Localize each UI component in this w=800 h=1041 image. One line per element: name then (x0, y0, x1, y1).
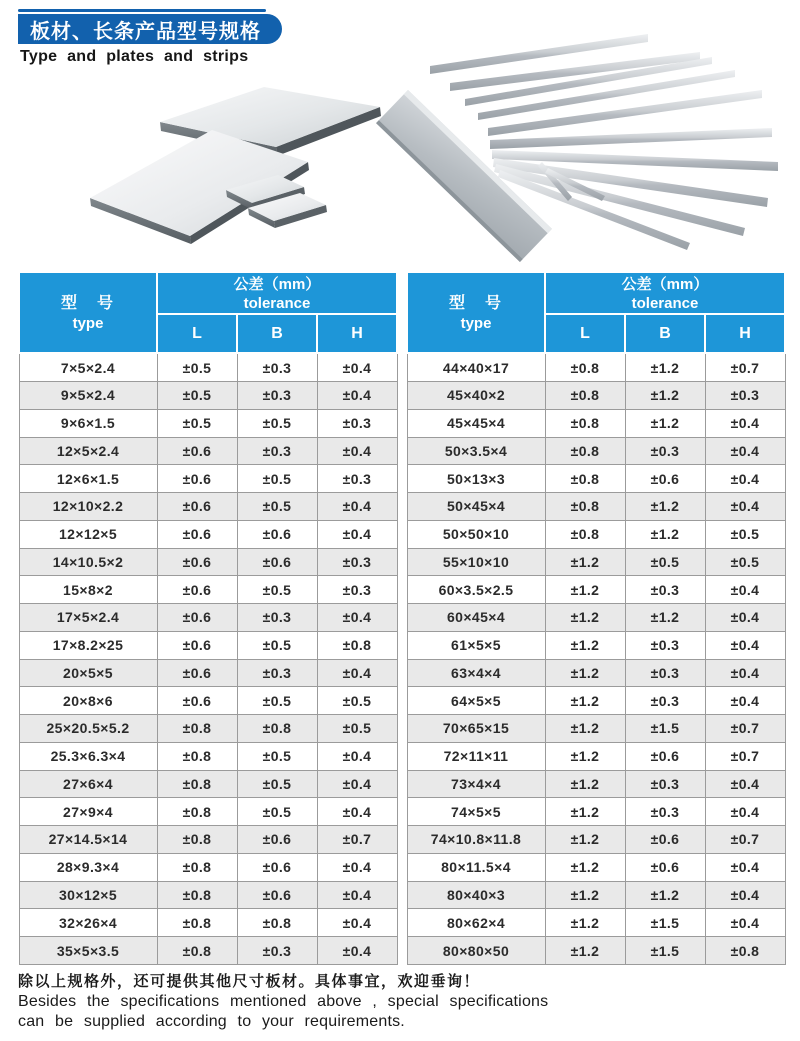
tolerance-cell: ±0.6 (237, 881, 317, 909)
tolerance-cell: ±0.6 (157, 687, 237, 715)
tolerance-cell: ±0.8 (157, 909, 237, 937)
tolerance-cell: ±1.2 (545, 853, 625, 881)
col-header-B: B (625, 314, 705, 353)
table-row (407, 576, 785, 604)
table-row (407, 881, 785, 909)
tolerance-cell: ±0.8 (157, 715, 237, 743)
tolerance-cell: ±1.2 (625, 382, 705, 410)
tolerance-cell: ±0.4 (705, 853, 785, 881)
tolerance-cell: ±0.4 (705, 409, 785, 437)
table-row (407, 798, 785, 826)
type-cell: 12×6×1.5 (19, 465, 157, 493)
tolerance-cell: ±0.3 (317, 576, 397, 604)
tolerance-cell: ±0.8 (157, 937, 237, 965)
tolerance-cell: ±0.6 (237, 853, 317, 881)
table-body (407, 353, 785, 965)
type-cell: 14×10.5×2 (19, 548, 157, 576)
tolerance-cell: ±0.3 (317, 465, 397, 493)
tolerance-cell: ±0.3 (625, 798, 705, 826)
table-row (19, 909, 397, 937)
tolerance-cell: ±0.8 (157, 853, 237, 881)
table-row (19, 604, 397, 632)
tolerance-cell: ±0.5 (237, 742, 317, 770)
type-cell: 80×62×4 (407, 909, 545, 937)
spec-table-right (406, 271, 786, 965)
type-cell: 50×13×3 (407, 465, 545, 493)
table-row (19, 353, 397, 382)
type-cell: 45×45×4 (407, 409, 545, 437)
table-row (407, 937, 785, 965)
tolerance-cell: ±0.4 (317, 881, 397, 909)
tolerance-cell: ±0.4 (705, 465, 785, 493)
table-row (407, 631, 785, 659)
table-row (19, 659, 397, 687)
type-cell: 12×12×5 (19, 520, 157, 548)
tolerance-cell: ±0.5 (237, 409, 317, 437)
table-row (19, 937, 397, 965)
tolerance-cell: ±0.8 (157, 798, 237, 826)
table-row (19, 520, 397, 548)
tolerance-cell: ±0.3 (237, 382, 317, 410)
table-row (19, 409, 397, 437)
type-cell: 74×5×5 (407, 798, 545, 826)
tolerance-cell: ±0.4 (317, 520, 397, 548)
tolerance-cell: ±0.7 (705, 353, 785, 382)
tolerance-cell: ±0.8 (545, 493, 625, 521)
footer-note-en-2: can be supplied according to your requirements. (18, 1013, 405, 1030)
page-subtitle: Type and plates and strips (20, 48, 249, 65)
type-cell: 32×26×4 (19, 909, 157, 937)
tolerance-cell: ±1.2 (625, 409, 705, 437)
type-column-header: 型 号 type (19, 272, 157, 353)
tolerance-cell: ±1.2 (545, 604, 625, 632)
table-row (407, 853, 785, 881)
tolerance-cell: ±1.2 (545, 798, 625, 826)
type-cell: 12×10×2.2 (19, 493, 157, 521)
tolerance-cell: ±1.2 (545, 659, 625, 687)
type-cell: 50×50×10 (407, 520, 545, 548)
tolerance-cell: ±0.3 (317, 548, 397, 576)
tolerance-cell: ±0.4 (705, 798, 785, 826)
tolerance-cell: ±0.8 (157, 742, 237, 770)
tolerance-cell: ±0.4 (705, 659, 785, 687)
tolerance-cell: ±0.3 (237, 353, 317, 382)
type-cell: 70×65×15 (407, 715, 545, 743)
tolerance-cell: ±1.2 (545, 881, 625, 909)
tolerance-cell: ±0.5 (237, 465, 317, 493)
tolerance-cell: ±1.2 (545, 826, 625, 854)
tolerance-cell: ±1.2 (545, 742, 625, 770)
tolerance-cell: ±0.6 (157, 493, 237, 521)
type-cell: 27×9×4 (19, 798, 157, 826)
tolerance-cell: ±0.4 (705, 437, 785, 465)
tolerance-cell: ±1.5 (625, 715, 705, 743)
type-cell: 60×45×4 (407, 604, 545, 632)
table-header (19, 272, 397, 353)
table-row (19, 853, 397, 881)
tolerance-cell: ±0.5 (317, 687, 397, 715)
tolerance-cell: ±0.6 (625, 826, 705, 854)
tolerance-column-header: 公差（mm） tolerance (545, 272, 785, 314)
tolerance-cell: ±0.7 (705, 715, 785, 743)
footer-note (18, 971, 788, 1032)
table-header (407, 272, 785, 353)
tolerance-cell: ±0.8 (545, 465, 625, 493)
tolerance-cell: ±0.3 (625, 770, 705, 798)
table-row (407, 770, 785, 798)
tolerance-cell: ±0.3 (625, 687, 705, 715)
table-row (407, 909, 785, 937)
type-cell: 64×5×5 (407, 687, 545, 715)
table-row (407, 437, 785, 465)
table-row (19, 687, 397, 715)
tolerance-cell: ±1.2 (545, 576, 625, 604)
tolerance-cell: ±1.2 (545, 909, 625, 937)
tolerance-cell: ±0.4 (317, 382, 397, 410)
tolerance-cell: ±0.8 (157, 826, 237, 854)
table-row (19, 437, 397, 465)
tolerance-cell: ±0.8 (545, 409, 625, 437)
tolerance-cell: ±1.5 (625, 909, 705, 937)
table-row (407, 409, 785, 437)
type-column-header: 型 号 type (407, 272, 545, 353)
tolerance-cell: ±0.7 (705, 742, 785, 770)
tolerance-cell: ±0.3 (237, 659, 317, 687)
table-row (407, 659, 785, 687)
tolerance-cell: ±0.4 (705, 687, 785, 715)
tolerance-cell: ±0.5 (157, 353, 237, 382)
table-row (19, 631, 397, 659)
tolerance-cell: ±0.3 (237, 937, 317, 965)
tolerance-cell: ±0.5 (157, 409, 237, 437)
tolerance-cell: ±0.8 (237, 715, 317, 743)
table-row (407, 465, 785, 493)
tolerance-cell: ±0.6 (157, 604, 237, 632)
page-title: 板材、长条产品型号规格 (30, 20, 261, 43)
tolerance-cell: ±0.4 (705, 770, 785, 798)
tolerance-cell: ±0.4 (317, 437, 397, 465)
tolerance-cell: ±0.4 (317, 937, 397, 965)
table-row (19, 881, 397, 909)
type-cell: 63×4×4 (407, 659, 545, 687)
tolerance-cell: ±0.8 (705, 937, 785, 965)
table-row (19, 798, 397, 826)
tolerance-cell: ±0.3 (625, 437, 705, 465)
type-cell: 17×5×2.4 (19, 604, 157, 632)
table-body (19, 353, 397, 965)
tolerance-cell: ±0.4 (317, 742, 397, 770)
type-cell: 73×4×4 (407, 770, 545, 798)
type-cell: 9×6×1.5 (19, 409, 157, 437)
type-cell: 80×11.5×4 (407, 853, 545, 881)
type-cell: 80×40×3 (407, 881, 545, 909)
tolerance-cell: ±0.6 (625, 853, 705, 881)
tolerance-cell: ±0.6 (157, 465, 237, 493)
tolerance-cell: ±0.3 (317, 409, 397, 437)
tolerance-cell: ±0.3 (237, 437, 317, 465)
type-cell: 50×3.5×4 (407, 437, 545, 465)
tolerance-cell: ±0.4 (317, 909, 397, 937)
tolerance-cell: ±0.3 (237, 604, 317, 632)
tolerance-column-header: 公差（mm） tolerance (157, 272, 397, 314)
tolerance-cell: ±0.5 (705, 548, 785, 576)
tolerance-cell: ±0.8 (237, 909, 317, 937)
tolerance-cell: ±0.4 (705, 631, 785, 659)
table-row (19, 576, 397, 604)
tolerance-cell: ±0.5 (705, 520, 785, 548)
tolerance-cell: ±0.5 (237, 798, 317, 826)
type-cell: 72×11×11 (407, 742, 545, 770)
type-cell: 15×8×2 (19, 576, 157, 604)
type-cell: 25×20.5×5.2 (19, 715, 157, 743)
table-row (407, 548, 785, 576)
footer-note-en-1: Besides the specifications mentioned above , special specifications (18, 993, 549, 1010)
tolerance-cell: ±0.6 (157, 631, 237, 659)
tolerance-cell: ±0.8 (317, 631, 397, 659)
type-cell: 7×5×2.4 (19, 353, 157, 382)
type-cell: 61×5×5 (407, 631, 545, 659)
tolerance-cell: ±0.4 (317, 493, 397, 521)
tolerance-cell: ±0.5 (625, 548, 705, 576)
tolerance-cell: ±0.4 (705, 493, 785, 521)
table-row (407, 687, 785, 715)
tolerance-cell: ±0.6 (625, 465, 705, 493)
type-cell: 44×40×17 (407, 353, 545, 382)
tolerance-cell: ±0.5 (237, 631, 317, 659)
tolerance-cell: ±0.3 (625, 576, 705, 604)
table-row (407, 520, 785, 548)
tolerance-cell: ±1.2 (625, 520, 705, 548)
table-row (407, 604, 785, 632)
type-cell: 27×6×4 (19, 770, 157, 798)
tolerance-cell: ±0.6 (157, 437, 237, 465)
tolerance-cell: ±0.8 (157, 770, 237, 798)
table-row (407, 382, 785, 410)
tolerance-cell: ±0.4 (705, 881, 785, 909)
table-row (407, 826, 785, 854)
tolerance-cell: ±0.6 (237, 548, 317, 576)
tolerance-cell: ±0.8 (545, 437, 625, 465)
tolerance-cell: ±0.6 (157, 659, 237, 687)
type-cell: 50×45×4 (407, 493, 545, 521)
tolerance-cell: ±1.5 (625, 937, 705, 965)
product-photos (0, 12, 800, 264)
type-cell: 35×5×3.5 (19, 937, 157, 965)
tolerance-cell: ±1.2 (545, 715, 625, 743)
tolerance-cell: ±0.4 (317, 770, 397, 798)
table-row (19, 493, 397, 521)
type-cell: 20×5×5 (19, 659, 157, 687)
tolerance-cell: ±0.4 (705, 909, 785, 937)
table-row (407, 353, 785, 382)
tolerance-cell: ±0.4 (705, 604, 785, 632)
tolerance-cell: ±1.2 (625, 604, 705, 632)
col-header-B: B (237, 314, 317, 353)
tolerance-cell: ±0.5 (237, 687, 317, 715)
tolerance-cell: ±0.3 (625, 659, 705, 687)
tolerance-cell: ±0.8 (545, 382, 625, 410)
tolerance-cell: ±0.8 (157, 881, 237, 909)
type-cell: 80×80×50 (407, 937, 545, 965)
type-cell: 17×8.2×25 (19, 631, 157, 659)
type-cell: 55×10×10 (407, 548, 545, 576)
type-cell: 74×10.8×11.8 (407, 826, 545, 854)
table-row (19, 715, 397, 743)
tolerance-cell: ±0.5 (237, 576, 317, 604)
table-row (407, 715, 785, 743)
table-row (19, 826, 397, 854)
table-row (19, 465, 397, 493)
type-cell: 12×5×2.4 (19, 437, 157, 465)
type-cell: 28×9.3×4 (19, 853, 157, 881)
tolerance-cell: ±1.2 (625, 353, 705, 382)
table-row (19, 382, 397, 410)
spec-tables (18, 271, 786, 965)
type-cell: 30×12×5 (19, 881, 157, 909)
table-row (407, 742, 785, 770)
type-cell: 25.3×6.3×4 (19, 742, 157, 770)
tolerance-cell: ±0.4 (317, 353, 397, 382)
type-cell: 60×3.5×2.5 (407, 576, 545, 604)
footer-note-zh: 除以上规格外，还可提供其他尺寸板材。具体事宜，欢迎垂询！ (18, 973, 481, 990)
type-cell: 20×8×6 (19, 687, 157, 715)
type-cell: 27×14.5×14 (19, 826, 157, 854)
tolerance-cell: ±1.2 (545, 937, 625, 965)
tolerance-cell: ±0.8 (545, 520, 625, 548)
tolerance-cell: ±1.2 (625, 881, 705, 909)
table-row (19, 548, 397, 576)
tolerance-cell: ±1.2 (545, 770, 625, 798)
tolerance-cell: ±1.2 (545, 548, 625, 576)
tolerance-cell: ±0.7 (705, 826, 785, 854)
tolerance-cell: ±0.4 (317, 798, 397, 826)
tolerance-cell: ±1.2 (545, 687, 625, 715)
tolerance-cell: ±0.3 (705, 382, 785, 410)
tolerance-cell: ±0.6 (157, 576, 237, 604)
type-cell: 45×40×2 (407, 382, 545, 410)
tolerance-cell: ±0.4 (317, 853, 397, 881)
tolerance-cell: ±0.4 (705, 576, 785, 604)
tolerance-cell: ±0.6 (237, 520, 317, 548)
col-header-L: L (157, 314, 237, 353)
table-row (19, 742, 397, 770)
tolerance-cell: ±0.6 (157, 520, 237, 548)
tolerance-cell: ±0.3 (625, 631, 705, 659)
col-header-H: H (317, 314, 397, 353)
strips-photo (376, 34, 778, 262)
tolerance-cell: ±0.6 (157, 548, 237, 576)
tolerance-cell: ±0.4 (317, 604, 397, 632)
tolerance-cell: ±1.2 (545, 631, 625, 659)
type-cell: 9×5×2.4 (19, 382, 157, 410)
tolerance-cell: ±0.4 (317, 659, 397, 687)
tolerance-cell: ±0.6 (237, 826, 317, 854)
tolerance-cell: ±1.2 (625, 493, 705, 521)
tolerance-cell: ±0.5 (237, 770, 317, 798)
table-row (407, 493, 785, 521)
tolerance-cell: ±0.6 (625, 742, 705, 770)
tolerance-cell: ±0.8 (545, 353, 625, 382)
col-header-H: H (705, 314, 785, 353)
spec-table-left (18, 271, 398, 965)
plates-photo (90, 87, 381, 244)
tolerance-cell: ±0.5 (157, 382, 237, 410)
col-header-L: L (545, 314, 625, 353)
table-row (19, 770, 397, 798)
tolerance-cell: ±0.5 (317, 715, 397, 743)
tolerance-cell: ±0.7 (317, 826, 397, 854)
tolerance-cell: ±0.5 (237, 493, 317, 521)
